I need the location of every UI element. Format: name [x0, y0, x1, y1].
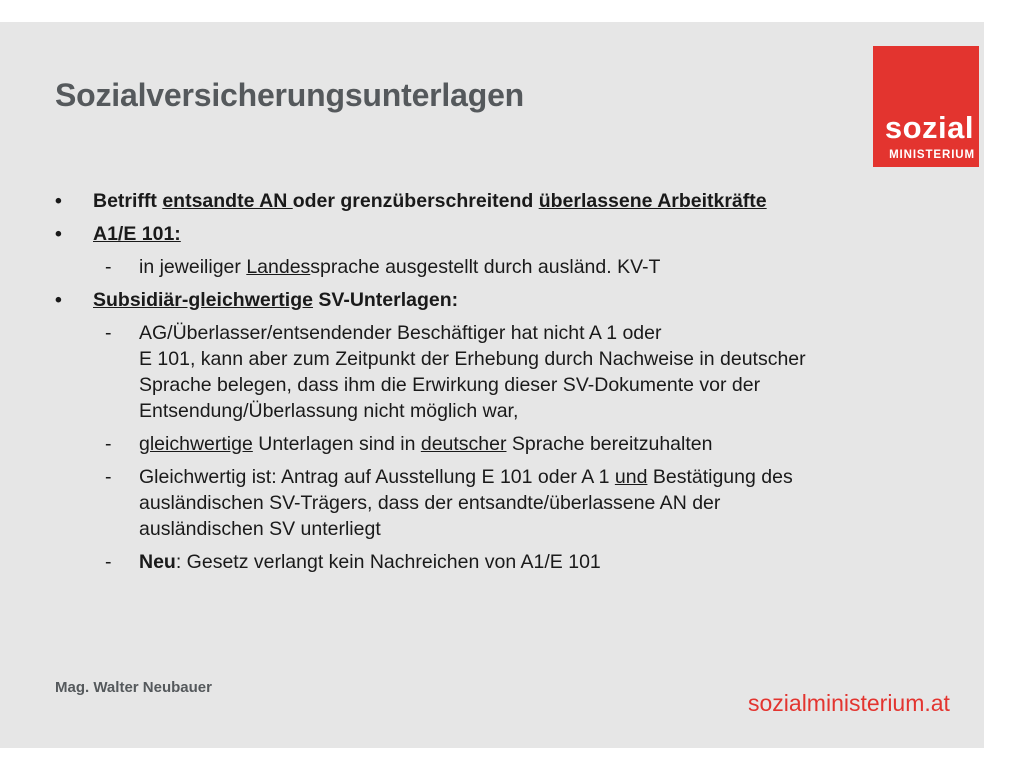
sub-text: Gleichwertig ist: Antrag auf Ausstellung E 101 oder A 1	[139, 466, 615, 488]
sub-text-underlined: gleichwertige	[139, 433, 253, 455]
bullet-text: Betrifft	[93, 190, 163, 212]
sub-text-line	[139, 464, 935, 490]
sub-item	[55, 254, 935, 280]
sub-text: : Gesetz verlangt kein Nachreichen von A1/E 101	[175, 551, 601, 573]
logo-word: sozial	[884, 110, 974, 145]
bullet-mark: •	[55, 289, 62, 311]
bullet-item	[55, 287, 935, 313]
slide	[0, 22, 984, 748]
sozialministerium-logo	[873, 46, 979, 167]
sub-item	[55, 549, 935, 575]
sub-text-line: E 101, kann aber zum Zeitpunkt der Erhebung durch Nachweise in deutscher	[139, 348, 806, 370]
sub-text-line: Sprache belegen, dass ihm die Erwirkung dieser SV-Dokumente vor der	[139, 374, 761, 396]
sub-text-line: ausländischen SV unterliegt	[139, 518, 381, 540]
bullet-text: SV-Unterlagen:	[312, 289, 459, 311]
sub-item	[55, 320, 935, 424]
sub-text: Sprache bereitzuhalten	[506, 433, 713, 455]
sub-text-underlined: Landes	[246, 256, 311, 278]
bullet-mark: •	[55, 190, 62, 212]
bullet-item	[55, 188, 935, 214]
sub-dash: -	[105, 551, 112, 573]
footer-url: sozialministerium.at	[748, 690, 950, 716]
sub-dash: -	[105, 466, 112, 488]
footer-author: Mag. Walter Neubauer	[55, 679, 212, 696]
sub-text-line: AG/Überlasser/entsendender Beschäftiger hat nicht A 1 oder	[139, 322, 662, 344]
sub-text: in jeweiliger	[139, 256, 247, 278]
sub-dash: -	[105, 256, 112, 278]
sub-text-line: Entsendung/Überlassung nicht möglich war,	[139, 400, 519, 422]
bullet-text-underlined: überlassene Arbeitkräfte	[538, 190, 767, 212]
slide-content	[55, 188, 935, 582]
slide-title: Sozialversicherungsunterlagen	[55, 77, 525, 113]
bullet-mark: •	[55, 223, 62, 245]
sub-item	[55, 464, 935, 542]
sub-text: Bestätigung des	[647, 466, 793, 488]
bullet-item	[55, 221, 935, 247]
sub-text-underlined: deutscher	[420, 433, 507, 455]
bullet-text-underlined: A1/E 101:	[93, 223, 181, 245]
sub-text: sprache ausgestellt durch ausländ. KV-T	[310, 256, 661, 278]
sub-item	[55, 431, 935, 457]
sub-text: Unterlagen sind in	[252, 433, 421, 455]
sub-dash: -	[105, 433, 112, 455]
bullet-text-underlined: entsandte AN	[162, 190, 293, 212]
sub-dash: -	[105, 322, 112, 344]
bullet-text-underlined: Subsidiär-gleichwertige	[93, 289, 313, 311]
sub-text-line: ausländischen SV-Trägers, dass der entsandte/überlassene AN der	[139, 492, 721, 514]
sub-text-bold: Neu	[139, 551, 176, 573]
bullet-text: oder grenzüberschreitend	[292, 190, 539, 212]
logo-subword: MINISTERIUM	[889, 148, 975, 161]
sub-text-underlined: und	[614, 466, 648, 488]
